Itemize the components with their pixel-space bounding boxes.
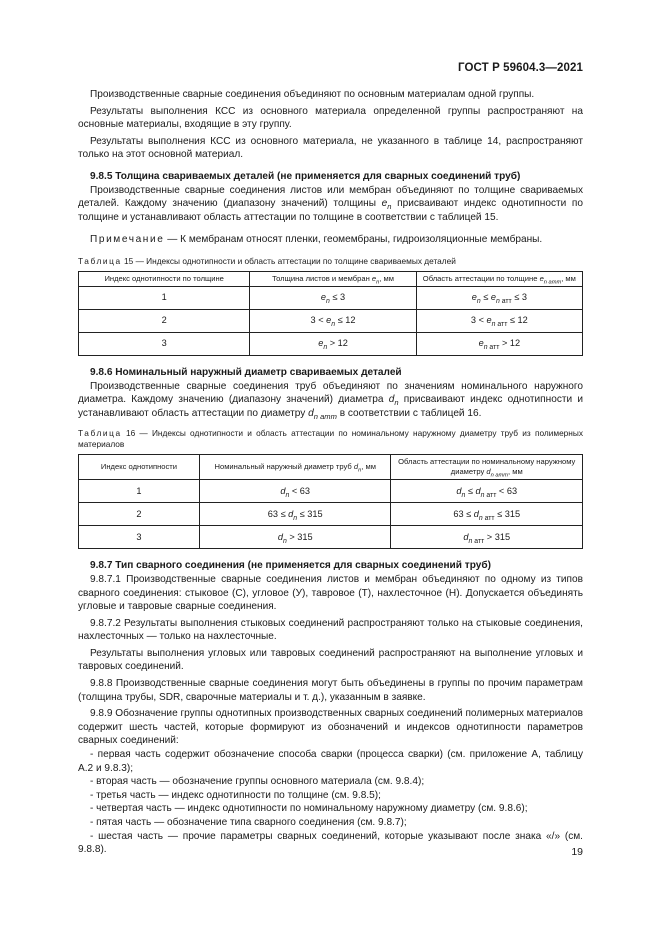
table-cell: $e_n > 12$ — [250, 332, 416, 355]
table-cell: $e_n \le 3$ — [250, 286, 416, 309]
section-9-8-6-paragraph: Производственные сварные соединения труб объединяют по значениям номинального наружного диаметра. Каждому значению (диапазону значений) диаметра $d_n$ присваивают индекс однотипности и устанавливают область аттестации по диаметру $d_{n атт}$ в соответствии с таблицей 16. — [78, 380, 584, 421]
intro-paragraph-2: Результаты выполнения КСС из основного материала определенной группы распространяют на основные материалы, входящие в эту группу. — [78, 105, 583, 131]
clause-9-8-7-2-continued: Результаты выполнения угловых или тавровых соединений распространяют на выполнение угловых и тавровых соединений. — [78, 647, 583, 673]
table-cell-index: 3 — [79, 332, 250, 355]
list-item: - вторая часть — обозначение группы основного материала (см. 9.8.4); — [90, 776, 425, 788]
table-cell: $63 \le d_{n атт} \le 315$ — [391, 503, 583, 526]
table-header-cell: Индекс однотипности — [79, 455, 200, 480]
table-cell-index: 1 — [79, 286, 250, 309]
table-16 — [78, 454, 583, 549]
list-item: - первая часть содержит обозначение способа сварки (процесса сварки) (см. приложение А, таблицу А.2 и 9.8.3); — [78, 749, 583, 774]
table-15 — [78, 271, 583, 356]
table-row — [79, 309, 583, 332]
section-heading-9-8-6: 9.8.6 Номинальный наружный диаметр свариваемых деталей — [90, 366, 402, 378]
note-text: — К мембранам относят пленки, геомембраны, гидроизоляционные мембраны. — [164, 234, 543, 246]
note-label: Примечание — [90, 234, 165, 246]
list-item: - шестая часть — прочие параметры сварных соединений, которые указывают после знака «/» (см. 9.8.8). — [78, 830, 583, 856]
table-16-caption: Таблица 16 — Индексы однотипности и область аттестации по номинальному наружному диаметру труб из полимерных материалов — [78, 428, 583, 450]
document-header: ГОСТ Р 59604.3—2021 — [458, 62, 583, 74]
table-row — [79, 480, 583, 503]
list-item: - четвертая часть — индекс однотипности по номинальному наружному диаметру (см. 9.8.6); — [90, 803, 528, 815]
table-cell-index: 3 — [79, 526, 200, 549]
table-row — [79, 526, 583, 549]
table-cell-index: 2 — [79, 503, 200, 526]
table-header-cell: Индекс однотипности по толщине — [79, 271, 250, 286]
table-header-row — [79, 455, 583, 480]
table-cell: $d_n > 315$ — [199, 526, 391, 549]
table-header-cell: Область аттестации по толщине $e_{n атт}$, мм — [416, 271, 582, 286]
clause-9-8-7-2: 9.8.7.2 Результаты выполнения стыковых соединений распространяют только на стыковые соединения, нахлесточных — только на нахлесточные. — [78, 617, 583, 643]
note — [78, 233, 583, 247]
table-header-row — [79, 271, 583, 286]
table-cell: $e_n \le e_{n атт} \le 3$ — [416, 286, 582, 309]
designation-parts-list — [78, 748, 583, 857]
table-cell-index: 2 — [79, 309, 250, 332]
table-row — [79, 332, 583, 355]
section-9-8-5-paragraph: Производственные сварные соединения листов или мембран объединяют по толщине свариваемых деталей. Каждому значению (диапазону значений) толщины $e_n$ присваивают индекс однотипности по толщине и устанавливают область аттестации по толщине в соответствии с таблицей 15. — [78, 184, 583, 223]
table-cell-index: 1 — [79, 480, 200, 503]
page-number: 19 — [571, 846, 583, 858]
table-row — [79, 503, 583, 526]
table-header-cell: Толщина листов и мембран $e_n$, мм — [250, 271, 416, 286]
table-cell: $3 < e_{n атт} \le 12$ — [416, 309, 582, 332]
clause-9-8-9: 9.8.9 Обозначение группы однотипных производственных сварных соединений полимерных материалов содержит шесть частей, которые формируют из обозначений и индексов однотипности параметров сварных соединений: — [78, 708, 583, 747]
document-body — [78, 88, 583, 857]
table-cell: $d_n < 63$ — [199, 480, 391, 503]
list-item: - третья часть — индекс однотипности по толщине (см. 9.8.5); — [90, 789, 381, 801]
section-heading-9-8-7: 9.8.7 Тип сварного соединения (не применяется для сварных соединений труб) — [90, 560, 491, 572]
clause-9-8-8: 9.8.8 Производственные сварные соединения могут быть объединены в группы по прочим параметрам (толщина трубы, SDR, сварочные материалы и т. д.), указанным в заявке. — [78, 678, 583, 703]
list-item: - пятая часть — обозначение типа сварного соединения (см. 9.8.7); — [90, 817, 407, 828]
table-cell: $e_{n атт} > 12$ — [416, 332, 582, 355]
intro-paragraph-1: Производственные сварные соединения объединяют по основным материалам одной группы. — [90, 89, 535, 100]
table-cell: $3 < e_n \le 12$ — [250, 309, 416, 332]
table-header-cell: Номинальный наружный диаметр труб $d_n$, мм — [199, 455, 391, 480]
table-cell: $63 \le d_n \le 315$ — [199, 503, 391, 526]
table-cell: $d_{n атт} > 315$ — [391, 526, 583, 549]
section-heading-9-8-5: 9.8.5 Толщина свариваемых деталей (не применяется для сварных соединений труб) — [90, 170, 521, 182]
table-cell: $d_n \le d_{n атт} < 63$ — [391, 480, 583, 503]
clause-9-8-7-1: 9.8.7.1 Производственные сварные соединения листов и мембран объединяют по одному из типов сварного соединения: стыковое (С), угловое (У), тавровое (Т), нахлесточное (Н). Допускается объединять угловые и тавровые сварные соединения. — [78, 573, 583, 613]
intro-paragraph-3: Результаты выполнения КСС из основного материала, не указанного в таблице 14, распространяют только на этот основной материал. — [78, 135, 583, 161]
table-15-caption: Таблица 15 — Индексы однотипности и область аттестации по толщине свариваемых деталей — [78, 255, 456, 266]
table-header-cell: Область аттестации по номинальному наружному диаметру $d_{n атт}$, мм — [391, 455, 583, 480]
table-row — [79, 286, 583, 309]
